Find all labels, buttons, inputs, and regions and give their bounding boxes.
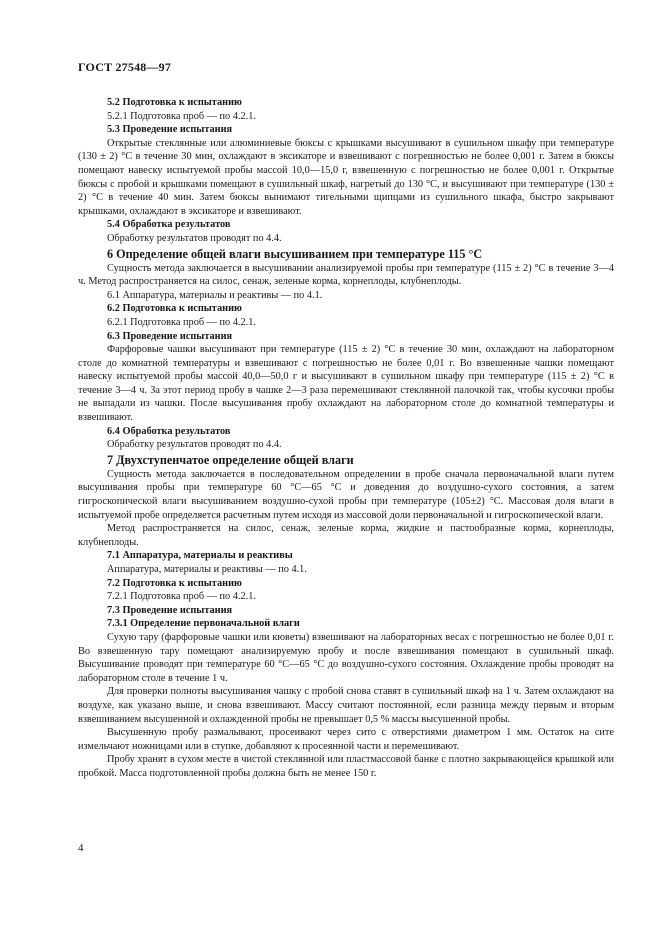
section-heading-7: 7 Двухступенчатое определение общей влаги bbox=[107, 452, 354, 467]
paragraph-6-essence: Сущность метода заключается в высушивании анализируемой пробы при температуре (115 ± 2) °С в течение 3—4 ч. Метод распространяется на силос, сенаж, зеленые корма, корнеплоды, клубнеплоды. bbox=[78, 262, 614, 288]
paragraph-6-3-procedure: Фарфоровые чашки высушивают при температуре (115 ± 2) °С в течение 30 мин, охлаждают на лабораторном столе до комнатной температуры и взвешивают с погрешностью не более 0,01 г. Во взвешенные чашки помещают навеску испытуемой пробы массой 40,0—50,0 г и высушивают в сушильном шкафу при температуре (115 ± 2) °С в течение 3—4 ч. За этот период пробу в чашке 2—3 раза перемешивают стеклянной палочкой так, чтобы кусочки пробы не выпадали из чашки. После высушивания пробу охлаждают на лабораторном столе до комнатной температуры и взвешивают. bbox=[78, 344, 614, 424]
subsection-heading-7-3: 7.3 Проведение испытания bbox=[107, 604, 233, 616]
document-body bbox=[78, 96, 614, 781]
clause-7-2-1: 7.2.1 Подготовка проб — по 4.2.1. bbox=[107, 591, 256, 603]
paragraph-7-3-1-storage: Пробу хранят в сухом месте в чистой стеклянной или пластмассовой банке с плотно закрывающейся крышкой или пробкой. Масса подготовленной пробы должна быть не менее 150 г. bbox=[78, 754, 614, 779]
paragraph-7-scope: Метод распространяется на силос, сенаж, зеленые корма, жидкие и пастообразные корма, корнеплоды, клубнеплоды. bbox=[78, 523, 614, 548]
paragraph-7-3-1-check: Для проверки полноты высушивания чашку с пробой снова ставят в сушильный шкаф на 1 ч. Затем охлаждают на воздухе, как указано выше, и снова взвешивают. Массу считают постоянной, если разница между первым и вторым взвешиванием высушенной и охлажденной пробы не превышает 0,5 % массы высушенной пробы. bbox=[78, 686, 614, 725]
subsection-heading-6-3: 6.3 Проведение испытания bbox=[107, 330, 233, 342]
paragraph-7-3-1-tare: Сухую тару (фарфоровые чашки или кюветы) взвешивают на лабораторных весах с погрешностью не более 0,01 г. Во взвешенную тару помещают анализируемую пробу и после взвешивания помещают в сушильный шкаф. Высушивание проводят при температуре 60 °С—65 °С до воздушно-сухого состояния. Охлаждение пробы проводят на лабораторном столе в течение 1 ч. bbox=[78, 631, 614, 684]
subsection-heading-6-2: 6.2 Подготовка к испытанию bbox=[107, 303, 242, 315]
subsection-heading-5-4: 5.4 Обработка результатов bbox=[107, 219, 231, 231]
section-heading-6: 6 Определение общей влаги высушиванием при температуре 115 °С bbox=[107, 246, 483, 261]
clause-6-2-1: 6.2.1 Подготовка проб — по 4.2.1. bbox=[107, 316, 256, 328]
paragraph-5-3-procedure: Открытые стеклянные или алюминиевые бюксы с крышками высушивают в сушильном шкафу при температуре (130 ± 2) °С в течение 30 мин, охлаждают в эксикаторе и взвешивают с погрешностью не более 0,001 г. Затем в бюксы помещают навеску испытуемой пробы массой 10,0—15,0 г, взвешенную с погрешностью не более 0,001 г. Открытые бюксы с пробой и крышками помещают в сушильный шкаф, нагретый до 130 °С, и высушивают при температуре (130 ± 2) °С в течение 40 мин. Затем бюксы вынимают тигельными щипцами из сушильного шкафа, быстро закрывают крышками, охлаждают в эксикаторе и взвешивают. bbox=[78, 137, 614, 217]
clause-7-1-apparatus: Аппаратура, материалы и реактивы — по 4.1. bbox=[107, 564, 307, 575]
paragraph-7-essence: Сущность метода заключается в последовательном определении в пробе сначала первоначальной влаги путем высушивания пробы при температуре 60 °С—65 °С и доведения до воздушно-сухого состояния, а затем гигроскопической влаги высушиванием воздушно-сухой пробы при температуре (105±2) °С. Массовая доля влаги в испытуемой пробе определяется расчетным путем исходя из массовой доли первоначальной и гигроскопической влаги. bbox=[78, 468, 614, 521]
subsection-heading-7-1: 7.1 Аппаратура, материалы и реактивы bbox=[107, 550, 293, 562]
subsection-heading-6-4: 6.4 Обработка результатов bbox=[107, 425, 231, 437]
subsection-heading-5-2: 5.2 Подготовка к испытанию bbox=[107, 97, 242, 108]
paragraph-7-3-1-grinding: Высушенную пробу размалывают, просеивают через сито с отверстиями диаметром 1 мм. Остаток на сите измельчают ножницами или в ступке, добавляют к просеянной части и перемешивают. bbox=[78, 727, 614, 752]
subsection-heading-7-3-1: 7.3.1 Определение первоначальной влаги bbox=[107, 618, 300, 630]
page-number: 4 bbox=[78, 842, 84, 854]
subsection-heading-7-2: 7.2 Подготовка к испытанию bbox=[107, 577, 242, 589]
clause-6-1: 6.1 Аппаратура, материалы и реактивы — по 4.1. bbox=[107, 289, 323, 301]
clause-6-4-results: Обработку результатов проводят по 4.4. bbox=[107, 439, 282, 451]
subsection-heading-5-3: 5.3 Проведение испытания bbox=[107, 124, 233, 136]
document-code-header: ГОСТ 27548—97 bbox=[78, 60, 172, 74]
clause-5-4-results: Обработку результатов проводят по 4.4. bbox=[107, 232, 282, 244]
clause-5-2-1: 5.2.1 Подготовка проб — по 4.2.1. bbox=[107, 110, 256, 122]
